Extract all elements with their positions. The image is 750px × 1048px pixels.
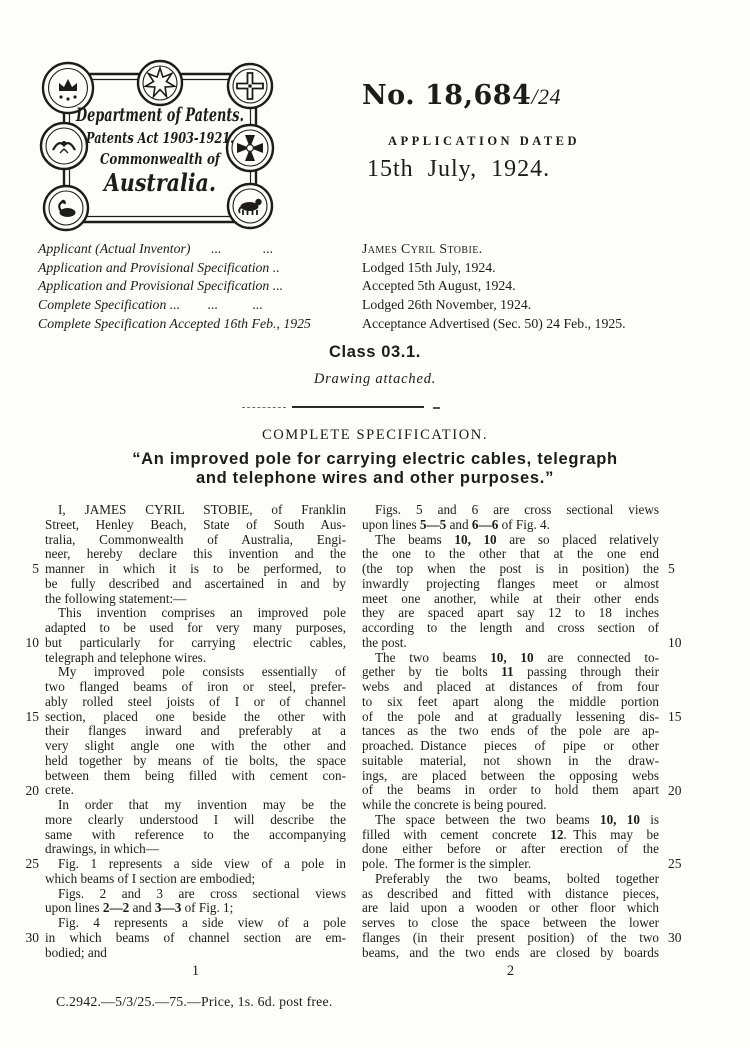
info-table-label: Application and Provisional Specification ... [38,278,284,294]
invention-title-line-2: and telephone wires and other purposes.” [195,468,555,487]
line-number: 25 [668,856,682,872]
text-line: between them being filled with cement con- [45,767,346,783]
line-number: 20 [668,782,682,798]
info-table-value: Acceptance Advertised (Sec. 50) 24 Feb., 1925. [362,315,626,331]
patent-number-suffix: /24 [531,84,561,109]
text-line: their flanges inward and preferably at a [45,723,346,739]
info-table-row [38,315,716,334]
text-line: telegraph and telephone wires. [45,649,207,665]
info-table-label: Application and Provisional Specification .. [38,259,280,275]
text-line: two flanged beams of iron or steel, prefer- [45,679,346,694]
info-table-label: Complete Specification Accepted 16th Feb., 1925 [38,315,311,331]
line-number: 10 [25,634,39,650]
text-line: (the top when the post is in position) the [362,561,659,576]
info-table-value: Lodged 26th November, 1924. [362,297,532,313]
text-line: adapted to be used for very many purposes, [45,620,346,635]
line-number: 15 [25,708,39,724]
text-line: The space between the two beams 10, 10 is [375,811,660,827]
text-line: which beams of I section are embodied; [45,870,256,886]
text-line: but particularly for carrying electric cables, [45,634,346,650]
text-line: are laid upon a wooden or other floor which [362,900,659,916]
text-line: the following statement:— [45,590,187,606]
info-table-label: Complete Specification ... ... ... [38,297,263,313]
text-line: Figs. 2 and 3 are cross sectional views [58,885,346,901]
text-line: in which beams of channel section are em- [45,929,346,945]
text-line: ings, are placed between the opposing webs [362,767,659,783]
text-line: drawings, in which— [45,841,159,857]
application-dated-label: APPLICATION DATED [388,134,581,148]
left-column [25,502,346,960]
text-line: Fig. 1 represents a side view of a pole in [58,856,346,871]
text-line: Fig. 4 represents a side view of a pole [58,915,346,930]
text-line: tralia, Commonwealth of Australia, Engi- [45,531,346,547]
text-line: My improved pole consists essentially of [58,664,346,680]
federation-star-icon [138,61,182,105]
invention-title [45,450,705,487]
info-table-value: James Cyril Stobie. [362,241,483,256]
bird-badge-icon [41,123,87,169]
text-line: they are spaced apart say 12 to 18 inches [362,605,659,621]
text-line: done either before or after erection of the [362,841,659,857]
text-line: ably rolled steel joists of I or of channel [45,693,346,709]
lion-badge-icon [228,184,272,228]
text-line: section, placed one beside the other with [45,708,346,724]
info-table [38,240,716,333]
info-table-value: Accepted 5th August, 1924. [362,278,516,294]
text-line: upon lines 5—5 and 6—6 of Fig. 4. [362,516,550,532]
text-line: crete. [45,782,74,798]
swan-badge-icon [44,186,88,230]
page-number-left: 1 [191,963,200,979]
text-line: as described and fitted with distance pieces, [362,885,659,901]
line-number: 10 [668,634,682,650]
text-line: Preferably the two beams, bolted together [375,870,659,886]
emblem-line-3: Commonwealth of [100,151,223,168]
text-line: according to the length and cross section of [362,620,659,635]
patent-number [362,80,561,111]
info-table-value: Lodged 15th July, 1924. [362,259,496,275]
text-line: serves to close the space between the lower [362,915,659,930]
patent-number-main: No. 18,684 [362,80,532,111]
text-line: bodied; and [45,944,107,960]
application-date: 15th July, 1924. [367,156,551,182]
line-number: 15 [668,708,682,724]
text-line: same with reference to the accompanying [45,826,346,842]
class-heading: Class 03.1. [329,343,421,361]
line-number: 25 [25,856,39,872]
text-line: webs and placed at distances of from four [362,679,659,694]
emblem-line-2: Patents Act 1903-1921. [85,130,234,147]
text-line: beams, and the two ends are closed by boards [362,944,659,960]
text-line: the post. [362,634,407,650]
text-line: I, JAMES CYRIL STOBIE, of Franklin [58,502,346,517]
printer-imprint: C.2942.—5/3/25.—75.—Price, 1s. 6d. post free. [56,994,333,1009]
cross-badge-icon [228,64,272,108]
text-line: of the pole and at gradually lessening dis- [362,708,659,724]
text-line: gether by tie bolts 11 passing through their [362,664,659,680]
text-line: In order that my invention may be the [58,797,346,812]
line-number: 30 [25,930,39,946]
text-line: be fully described and ascertained in and by [45,575,346,591]
page-number-right: 2 [506,963,515,979]
emblem-line-1: Department of Patents. [75,104,245,126]
text-line: The two beams 10, 10 are connected to- [375,649,659,665]
text-line: filled with cement concrete 12. This may be [362,826,659,842]
text-line: held together by means of tie bolts, the space [45,752,346,768]
info-table-row [38,259,716,278]
text-line: while the concrete is being poured. [362,797,547,812]
info-table-label: Applicant (Actual Inventor) ... ... [38,241,274,256]
line-number: 5 [668,561,675,576]
section-heading: COMPLETE SPECIFICATION. [261,427,489,443]
text-line: the one to the other that at the one end [362,546,659,562]
emblem-line-4: Australia. [102,168,216,197]
text-line: of the beams in order to hold them apart [362,782,659,798]
text-line: pole. The former is the simpler. [362,856,532,871]
info-table-row [38,296,716,315]
info-table-row [38,240,716,259]
text-line: Street, Henley Beach, State of South Aus- [45,516,346,532]
text-line: flanges (in their present position) of the two [362,929,659,945]
text-line: This invention comprises an improved pole [58,605,346,621]
drawing-attached-note: Drawing attached. [313,371,437,387]
text-line: upon lines 2—2 and 3—3 of Fig. 1; [45,900,234,916]
text-line: meet one another, while at their other ends [362,590,659,606]
text-line: to six feet apart along the middle portion [362,693,659,709]
line-number: 30 [668,930,682,946]
line-number: 20 [25,782,39,798]
right-column [362,502,682,960]
text-line: inwardly projecting flanges meet or almost [362,575,659,591]
section-divider [292,406,424,408]
text-line: manner in which it is to be performed, to [45,561,346,576]
text-line: more clearly understood I will describe the [45,811,346,827]
text-line: very slight angle one with the other and [45,738,346,753]
text-line: suitable material, not shown in the draw- [362,752,659,768]
info-table-row [38,277,716,296]
department-of-patents-emblem [38,58,283,236]
text-line: tances as the two ends of the pole are ap- [362,723,659,739]
text-line: proached. Distance pieces of pipe or other [362,738,659,753]
text-line: neer, hereby declare this invention and the [45,546,346,562]
line-number: 5 [32,561,39,576]
text-line: Figs. 5 and 6 are cross sectional views [375,502,659,517]
invention-title-line-1: “An improved pole for carrying electric cables, telegraph [132,450,618,468]
text-line: The beams 10, 10 are so placed relatively [375,531,660,547]
